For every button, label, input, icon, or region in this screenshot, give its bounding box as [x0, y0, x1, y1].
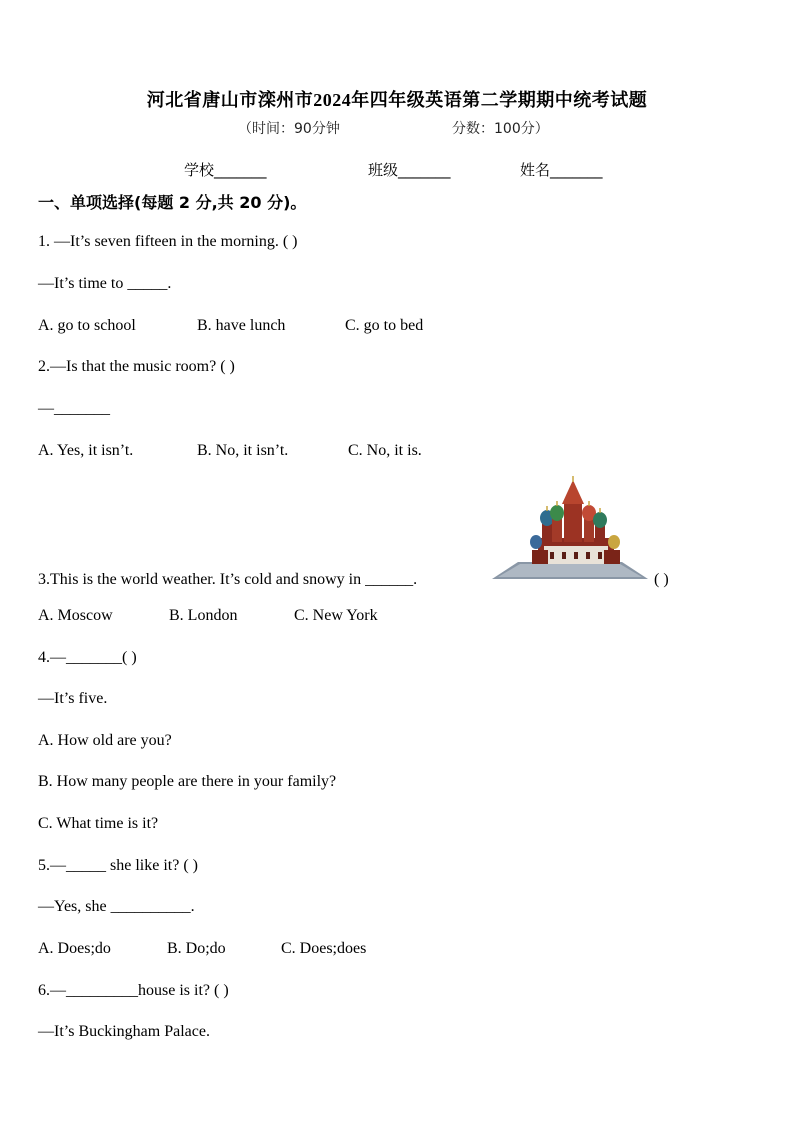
question-1-line2: —It’s time to _____. [38, 275, 172, 292]
question-4-line2: —It’s five. [38, 690, 108, 707]
question-3-option-a: A. Moscow [38, 607, 113, 624]
question-4-prompt: 4.—_______( ) [38, 649, 137, 666]
question-5-line2: —Yes, she __________. [38, 898, 195, 915]
saint-basils-cathedral-icon [492, 476, 648, 580]
question-6-line2: —It’s Buckingham Palace. [38, 1023, 210, 1040]
question-2-prompt: 2.—Is that the music room? ( ) [38, 358, 235, 375]
page-title: 河北省唐山市滦州市2024年四年级英语第二学期期中统考试题 [146, 90, 648, 110]
question-4-option-b: B. How many people are there in your family? [38, 773, 337, 790]
time-info: （时间：90分钟 [238, 121, 340, 137]
question-5-prompt: 5.—_____ she like it? ( ) [38, 857, 198, 874]
question-4-option-c: C. What time is it? [38, 815, 159, 832]
question-1-option-b: B. have lunch [197, 317, 286, 334]
question-5-option-b: B. Do;do [167, 940, 226, 957]
question-1-option-a: A. go to school [38, 317, 136, 334]
question-2-option-c: C. No, it is. [348, 442, 422, 459]
question-1-prompt: 1. —It’s seven fifteen in the morning. ( ) [38, 233, 298, 250]
question-4-option-a: A. How old are you? [38, 732, 172, 749]
class-field: 班级_______ [368, 161, 451, 179]
question-2-option-b: B. No, it isn’t. [197, 442, 289, 459]
question-3-option-b: B. London [169, 607, 238, 624]
school-field: 学校_______ [184, 161, 267, 179]
question-3-prompt: 3.This is the world weather. It’s cold and snowy in ______. [38, 571, 418, 588]
question-5-option-a: A. Does;do [38, 940, 111, 957]
question-5-option-c: C. Does;does [281, 940, 367, 957]
score-info: 分数：100分） [452, 121, 549, 137]
question-3-answer-blank: ( ) [654, 571, 669, 588]
question-6-prompt: 6.—_________house is it? ( ) [38, 982, 229, 999]
question-2-line2: —_______ [38, 400, 110, 417]
name-field: 姓名_______ [520, 161, 603, 179]
question-2-option-a: A. Yes, it isn’t. [38, 442, 134, 459]
section-heading: 一、单项选择(每题 2 分,共 20 分)。 [38, 193, 307, 212]
question-3-option-c: C. New York [294, 607, 378, 624]
question-1-option-c: C. go to bed [345, 317, 424, 334]
